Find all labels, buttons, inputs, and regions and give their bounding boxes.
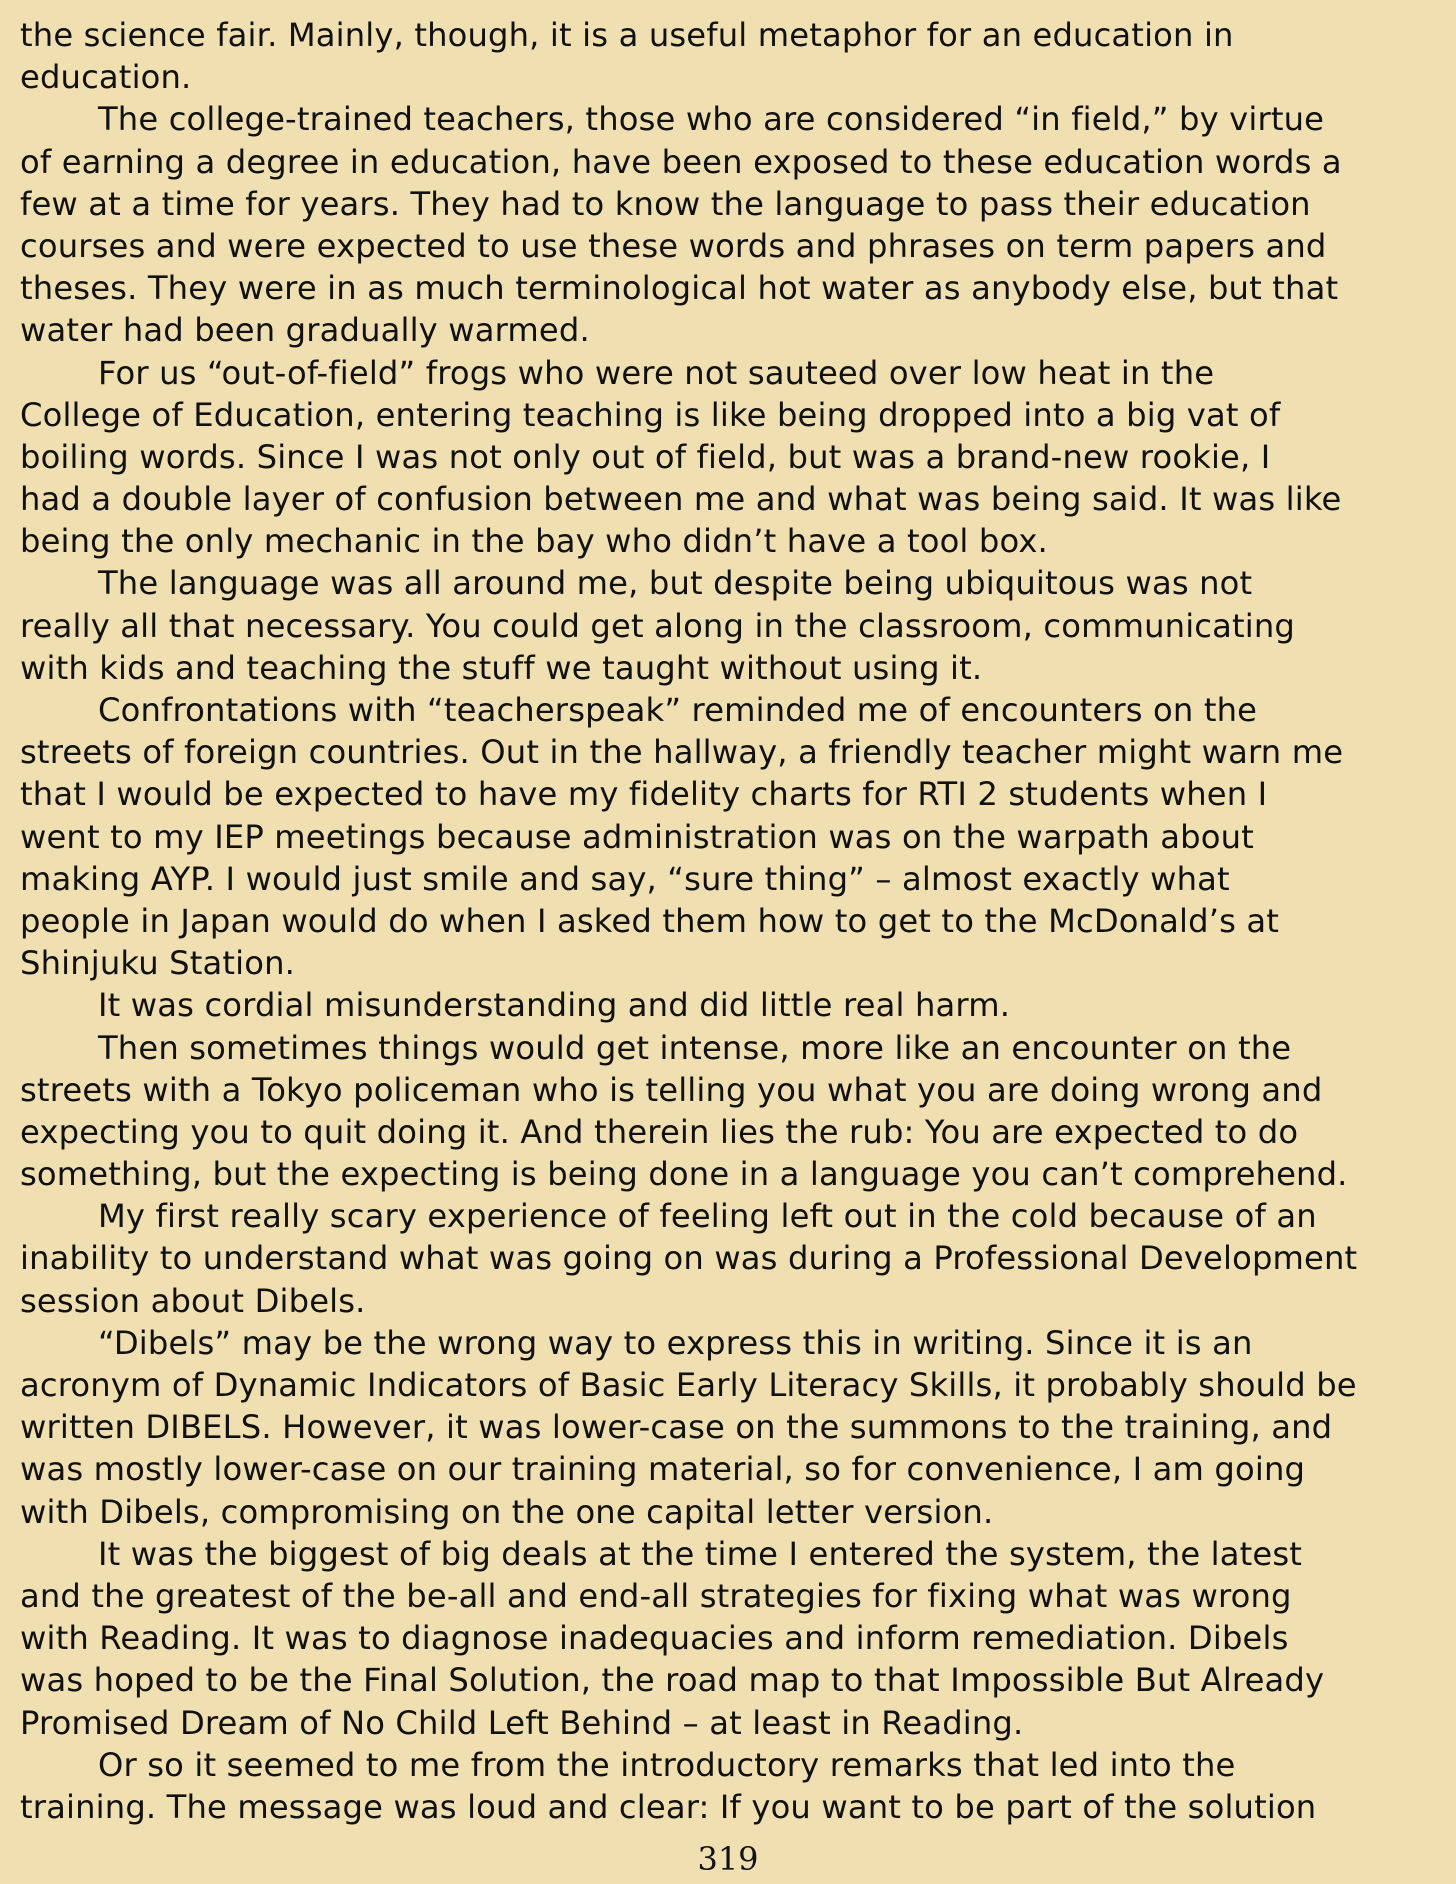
text-line: water had been gradually warmed. [20, 311, 590, 350]
text-line: streets with a Tokyo policeman who is telling you what you are doing wrong and [20, 1070, 1323, 1109]
text-line: and the greatest of the be-all and end-all strategies for fixing what was wrong [20, 1576, 1292, 1615]
text-line: something, but the expecting is being done in a language you can’t comprehend. [20, 1155, 1348, 1194]
text-line: with Dibels, compromising on the one capital letter version. [20, 1492, 994, 1531]
text-line: Or so it seemed to me from the introductory remarks that led into the [98, 1745, 1236, 1784]
text-line: making AYP. I would just smile and say, “sure thing” – almost exactly what [20, 859, 1230, 898]
text-line: acronym of Dynamic Indicators of Basic Early Literacy Skills, it probably should be [20, 1366, 1357, 1404]
text-line: had a double layer of confusion between me and what was being said. It was like [20, 480, 1342, 519]
text-line: people in Japan would do when I asked them how to get to the McDonald’s at [20, 901, 1280, 940]
text-line: with Reading. It was to diagnose inadequacies and inform remediation. Dibels [20, 1619, 1289, 1658]
text-line: with kids and teaching the stuff we taught without using it. [20, 648, 983, 687]
text-line: theses. They were in as much terminological hot water as anybody else, but that [20, 269, 1339, 308]
text-line: was mostly lower-case on our training material, so for convenience, I am going [20, 1450, 1306, 1489]
text-line: courses and were expected to use these words and phrases on term papers and [20, 226, 1327, 265]
page-number: 319 [697, 1840, 759, 1878]
text-line: It was cordial misunderstanding and did little real harm. [98, 986, 1011, 1025]
text-line: of earning a degree in education, have been exposed to these education words a [20, 142, 1342, 181]
text-line: streets of foreign countries. Out in the hallway, a friendly teacher might warn me [20, 733, 1344, 772]
text-line: inability to understand what was going on was during a Professional Development [20, 1239, 1358, 1278]
text-line: Promised Dream of No Child Left Behind – at least in Reading. [20, 1703, 1024, 1742]
text-line: session about Dibels. [20, 1281, 366, 1320]
text-line: really all that necessary. You could get along in the classroom, communicating [20, 606, 1296, 645]
text-line: The language was all around me, but despite being ubiquitous was not [98, 564, 1253, 603]
text-line: expecting you to quit doing it. And therein lies the rub: You are expected to do [20, 1112, 1299, 1151]
text-line: The college-trained teachers, those who are considered “in field,” by virtue [98, 100, 1325, 139]
text-line: Confrontations with “teacherspeak” reminded me of encounters on the [98, 691, 1258, 729]
text-line: My first really scary experience of feeling left out in the cold because of an [98, 1197, 1317, 1236]
text-line: few at a time for years. They had to know the language to pass their education [20, 184, 1311, 223]
text-line: For us “out-of-field” frogs who were not sauteed over low heat in the [98, 353, 1215, 392]
page-body [20, 14, 1442, 1828]
text-line: Then sometimes things would get intense, more like an encounter on the [98, 1028, 1292, 1067]
text-line: It was the biggest of big deals at the time I entered the system, the latest [98, 1534, 1303, 1573]
text-line: training. The message was loud and clear: If you want to be part of the solution [20, 1787, 1317, 1826]
text-line: College of Education, entering teaching is like being dropped into a big vat of [20, 395, 1281, 434]
text-line: the science fair. Mainly, though, it is a useful metaphor for an education in [20, 16, 1234, 54]
text-line: “Dibels” may be the wrong way to express this in writing. Since it is an [98, 1323, 1253, 1362]
text-line: went to my IEP meetings because administration was on the warpath about [20, 817, 1254, 856]
text-line: Shinjuku Station. [20, 944, 296, 983]
text-line: education. [20, 58, 192, 97]
text-line: boiling words. Since I was not only out of field, but was a brand-new rookie, I [20, 437, 1271, 476]
text-line: written DIBELS. However, it was lower-case on the summons to the training, and [20, 1408, 1333, 1447]
text-line: being the only mechanic in the bay who didn’t have a tool box. [20, 522, 1048, 561]
text-line: that I would be expected to have my fidelity charts for RTI 2 students when I [20, 775, 1268, 814]
text-line: was hoped to be the Final Solution, the road map to that Impossible But Already [20, 1661, 1325, 1700]
